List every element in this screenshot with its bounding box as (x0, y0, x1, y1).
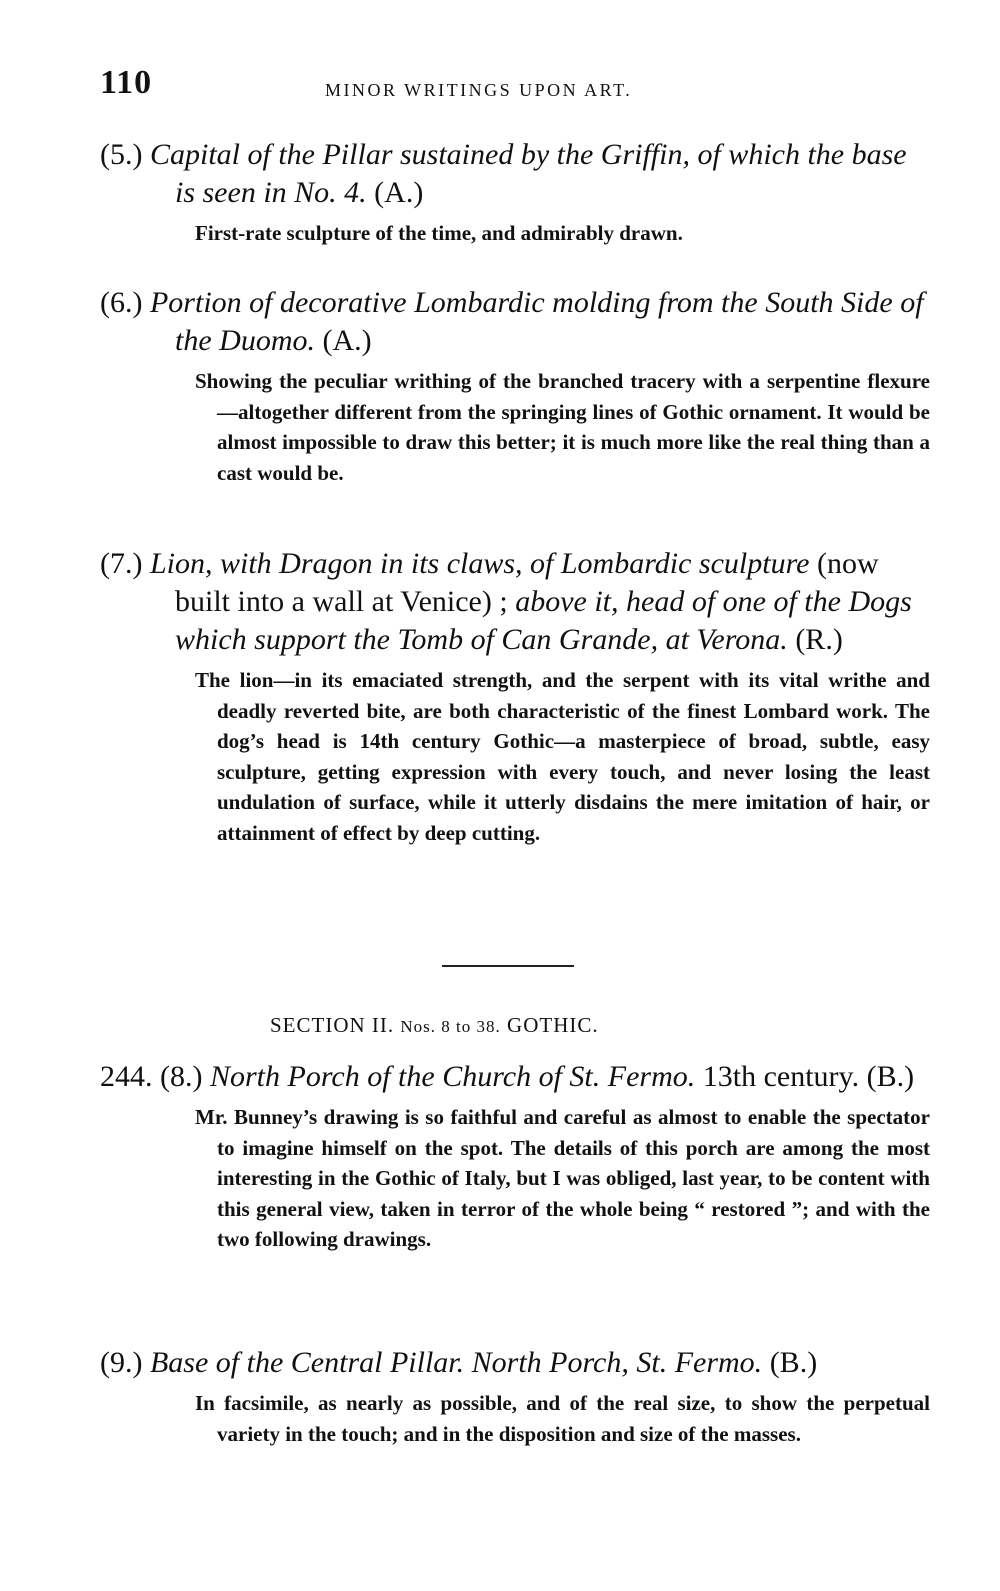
entry-description: The lion—in its emaciated strength, and the serpent with its vital writhe and deadly reverted bite, are both characteristic of the finest Lombard work. The dog’s head is 14th century Gothic—a masterpiece of broad, subtle, easy sculpture, getting expression with every touch, and never losing the least undulation of surface, while it utterly disdains the mere imitation of hair, or attainment of effect by deep cutting. (195, 668, 930, 845)
section-range: Nos. 8 to 38. (400, 1017, 501, 1036)
entry-title: Base of the Central Pillar. (149, 1346, 465, 1379)
entry-5 (100, 136, 930, 249)
entry-number: (5.) (100, 138, 143, 171)
section-divider (442, 965, 574, 967)
entry-heading (100, 1058, 930, 1096)
section-label: SECTION II. (270, 1013, 395, 1037)
entry-tag: (B.) (866, 1060, 915, 1093)
entry-date: 13th century. (702, 1060, 860, 1093)
entry-title-continued: above it, head of one of the Dogs which support the Tomb of Can Grande, at Verona. (175, 585, 912, 656)
entry-6 (100, 284, 930, 488)
entry-tag: (B.) (769, 1346, 818, 1379)
entry-title: North Porch of the Church of St. Fermo. (209, 1060, 696, 1093)
entry-tag: (A.) (374, 176, 424, 209)
entry-8 (100, 1058, 930, 1255)
entry-description: In facsimile, as nearly as possible, and of the real size, to show the perpetual variety in the touch; and in the disposition and size of the masses. (195, 1391, 930, 1446)
entry-heading (25, 1344, 930, 1382)
entry-heading (25, 545, 930, 659)
entry-tag: (R.) (795, 623, 843, 656)
entry-number: (6.) (100, 286, 143, 319)
paragraph-number: 244. (100, 1060, 153, 1093)
entry-number: (8.) (160, 1060, 203, 1093)
entry-title: Capital of the Pillar sustained by the Griffin, of which the base is seen in No. 4. (149, 138, 907, 209)
page-number: 110 (100, 64, 153, 101)
entry-7 (100, 545, 930, 848)
section-heading (270, 1013, 599, 1038)
entry-heading (25, 284, 930, 360)
entry-description: Mr. Bunney’s drawing is so faithful and careful as almost to enable the spectator to imagine himself on the spot. The details of this porch are among the most interesting in the Gothic of Italy, but I was obliged, last year, to be content with this general view, taken in terror of the whole being “ restored ”; and with the two following drawings. (195, 1105, 930, 1251)
entry-tag: (A.) (322, 324, 372, 357)
entry-number: (7.) (100, 547, 143, 580)
entry-description: First-rate sculpture of the time, and admirably drawn. (195, 221, 683, 245)
entry-title: Lion, with Dragon in its claws, of Lombardic sculpture (149, 547, 810, 580)
entry-location: North Porch, St. Fermo. (471, 1346, 763, 1379)
section-title: GOTHIC. (507, 1013, 599, 1037)
entry-9 (100, 1344, 930, 1449)
entry-number: (9.) (100, 1346, 143, 1379)
entry-heading (25, 136, 930, 212)
entry-title: Portion of decorative Lombardic molding from the South Side of the Duomo. (149, 286, 924, 357)
entry-description: Showing the peculiar writhing of the branched tracery with a serpentine flexure—altogether different from the springing lines of Gothic ornament. It would be almost impossible to draw this better; it is much more like the real thing than a cast would be. (195, 369, 930, 485)
entry-title-roman: (now built into a wall at Venice) ; (175, 547, 879, 618)
running-head: MINOR WRITINGS UPON ART. (325, 80, 633, 100)
